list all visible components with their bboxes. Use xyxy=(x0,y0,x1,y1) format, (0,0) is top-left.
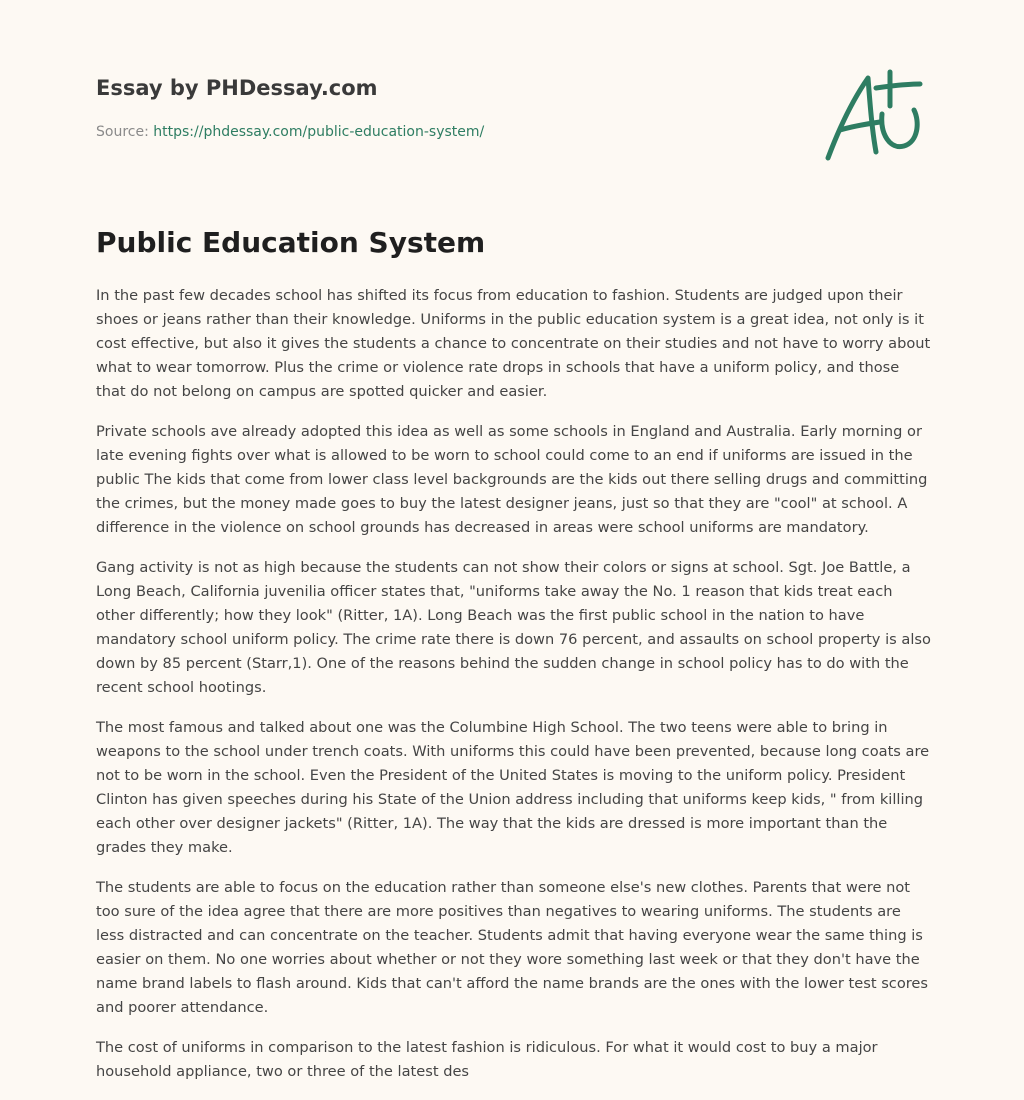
essay-paragraph: Private schools ave already adopted this idea as well as some schools in England and Australia. Early morning or late evening fights over what is allowed to be worn to school could come to an end if uniforms are issued in the public The kids that come from lower class level backgrounds are the kids out there selling drugs and committing the crimes, but the money made goes to buy the latest designer jeans, just so that they are "cool" at school. A difference in the violence on school grounds has decreased in areas were school uniforms are mandatory. xyxy=(96,423,928,536)
source-line xyxy=(96,124,484,140)
source-link[interactable]: https://phdessay.com/public-education-system/ xyxy=(153,124,485,140)
essay-paragraph: In the past few decades school has shifted its focus from education to fashion. Students are judged upon their shoes or jeans rather than their knowledge. Uniforms in the public education system is a great idea, not only is it cost effective, but also it gives the students a chance to concentrate on their studies and not have to worry about what to wear tomorrow. Plus the crime or violence rate drops in schools that have a uniform policy, and those that do not belong on campus are spotted quicker and easier. xyxy=(96,287,931,400)
essay-body xyxy=(96,284,932,1100)
essay-paragraph: The students are able to focus on the education rather than someone else's new clothes. Parents that were not too sure of the idea agree that there are more positives than negatives to wearing uniforms. The students are less distracted and can concentrate on the teacher. Students admit that having everyone wear the same thing is easier on them. No one worries about whether or not they wore something last week or that they don't have the name brand labels to flash around. Kids that can't afford the name brands are the ones with the lower test scores and poorer attendance. xyxy=(96,879,929,1016)
essay-paragraph: Gang activity is not as high because the students can not show their colors or signs at school. Sgt. Joe Battle, a Long Beach, California juvenilia officer states that, "uniforms take away the No. 1 reason that kids treat each other differently; how they look" (Ritter, 1A). Long Beach was the first public school in the nation to have mandatory school uniform policy. The crime rate there is down 76 percent, and assaults on school property is also down by 85 percent (Starr,1). One of the reasons behind the sudden change in school policy has to do with the recent school hootings. xyxy=(96,559,931,696)
site-title: Essay by PHDessay.com xyxy=(96,76,378,100)
essay-paragraph: The most famous and talked about one was the Columbine High School. The two teens were able to bring in weapons to the school under trench coats. With uniforms this could have been prevented, because long coats are not to be worn in the school. Even the President of the United States is moving to the uniform policy. President Clinton has given speeches during his State of the Union address including that uniforms keep kids, " from killing each other over designer jackets" (Ritter, 1A). The way that the kids are dressed is more important than the grades they make. xyxy=(96,719,930,856)
essay-title: Public Education System xyxy=(96,226,486,259)
a-plus-logo-icon xyxy=(820,64,930,168)
essay-paragraph: The cost of uniforms in comparison to the latest fashion is ridiculous. For what it would cost to buy a major household appliance, two or three of the latest des xyxy=(96,1039,878,1080)
source-label: Source: xyxy=(96,124,149,140)
